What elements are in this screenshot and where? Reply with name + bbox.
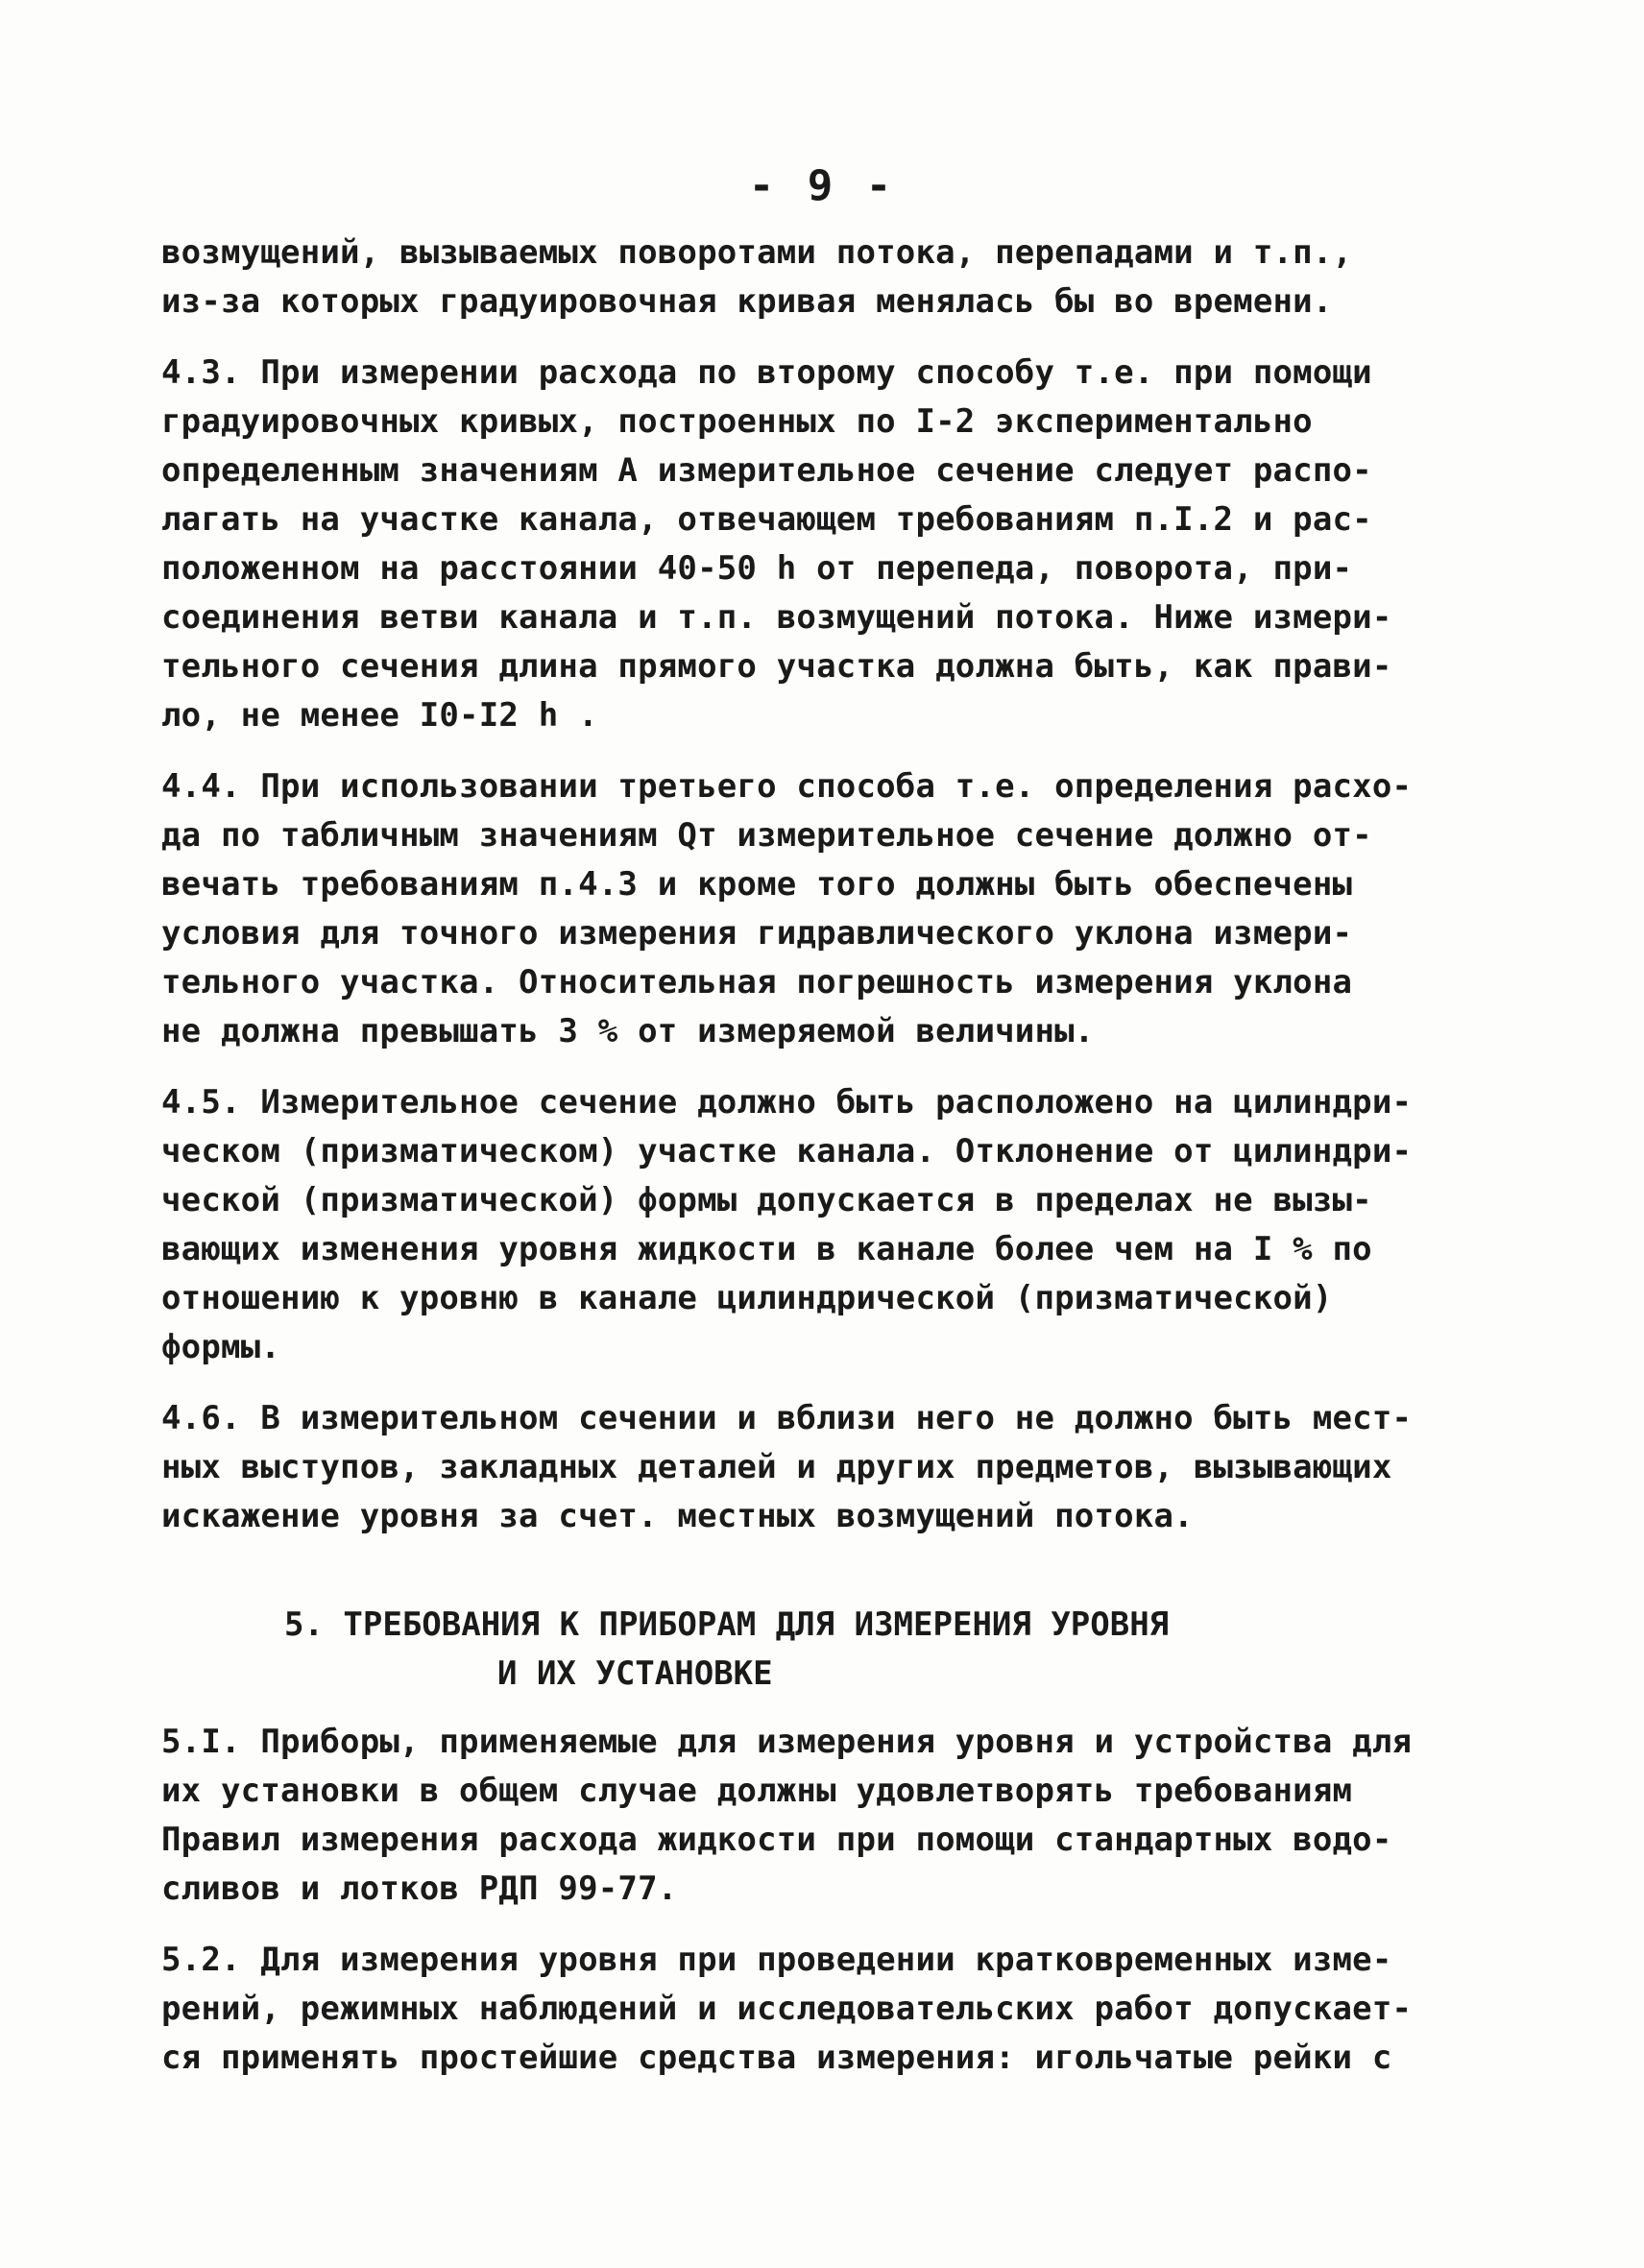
section-heading [161, 1601, 1506, 1699]
text-line: вечать требованиям п.4.3 и кроме того должны быть обеспечены [161, 865, 1353, 904]
paragraph-5-1 [161, 1718, 1506, 1914]
text-line: определенным значениям А измерительное сечение следует распо- [161, 451, 1372, 490]
paragraph-5-2 [161, 1936, 1506, 2083]
text-line: не должна превышать 3 % от измеряемой величины. [161, 1012, 1095, 1050]
text-line: ло, не менее I0-I2 h . [161, 696, 598, 735]
paragraph-continuation [161, 229, 1506, 326]
text-line: 4.5. Измерительное сечение должно быть расположено на цилиндри- [161, 1083, 1413, 1122]
text-line: 4.4. При использовании третьего способа т.е. определения расхо- [161, 767, 1413, 806]
section-heading-line-1: 5. ТРЕБОВАНИЯ К ПРИБОРАМ ДЛЯ ИЗМЕРЕНИЯ УРОВНЯ [284, 1605, 1170, 1644]
text-line: 4.6. В измерительном сечении и вблизи него не должно быть мест- [161, 1399, 1413, 1437]
text-line: ческом (призматическом) участке канала. Отклонение от цилиндри- [161, 1132, 1413, 1170]
text-line: сливов и лотков РДП 99-77. [161, 1870, 678, 1908]
text-line: да по табличным значениям Qт измерительное сечение должно от- [161, 816, 1372, 855]
text-line: ся применять простейшие средства измерения: игольчатые рейки с [161, 2039, 1392, 2077]
text-line: рений, режимных наблюдений и исследовательских работ допускает- [161, 1990, 1413, 2028]
paragraph-4-3 [161, 349, 1506, 740]
text-line: отношению к уровню в канале цилиндрической (призматической) [161, 1279, 1333, 1317]
text-line: тельного сечения длина прямого участка должна быть, как прави- [161, 647, 1392, 686]
paragraph-4-4 [161, 762, 1506, 1056]
text-line: лагать на участке канала, отвечающем требованиям п.I.2 и рас- [161, 500, 1372, 539]
text-line: 5.I. Приборы, применяемые для измерения уровня и устройства для [161, 1723, 1413, 1761]
text-line: Правил измерения расхода жидкости при помощи стандартных водо- [161, 1821, 1392, 1859]
paragraph-4-6 [161, 1394, 1506, 1541]
text-line: 4.3. При измерении расхода по второму способу т.е. при помощи [161, 353, 1372, 392]
text-line: тельного участка. Относительная погрешность измерения уклона [161, 963, 1353, 1001]
text-line: градуировочных кривых, построенных по I-2 экспериментально [161, 402, 1313, 441]
text-line: искажение уровня за счет. местных возмущений потока. [161, 1497, 1194, 1535]
text-line: возмущений, вызываемых поворотами потока, перепадами и т.п., [161, 233, 1353, 272]
text-line: вающих изменения уровня жидкости в канале более чем на I % по [161, 1230, 1372, 1268]
document-body [161, 229, 1506, 2083]
text-line: 5.2. Для измерения уровня при проведении кратковременных изме- [161, 1941, 1392, 1979]
text-line: формы. [161, 1328, 281, 1366]
text-line: условия для точного измерения гидравлического уклона измери- [161, 914, 1353, 953]
text-line: ческой (призматической) формы допускается в пределах не вызы- [161, 1181, 1372, 1219]
text-line: положенном на расстоянии 40-50 h от перепеда, поворота, при- [161, 549, 1353, 588]
text-line: их установки в общем случае должны удовлетворять требованиям [161, 1772, 1353, 1810]
page-number: - 9 - [748, 161, 896, 210]
section-heading-line-2: И ИХ УСТАНОВКЕ [497, 1654, 773, 1693]
text-line: ных выступов, закладных деталей и других предметов, вызывающих [161, 1448, 1392, 1486]
text-line: соединения ветви канала и т.п. возмущений потока. Ниже измери- [161, 598, 1392, 637]
paragraph-4-5 [161, 1078, 1506, 1372]
text-line: из-за которых градуировочная кривая менялась бы во времени. [161, 282, 1333, 321]
